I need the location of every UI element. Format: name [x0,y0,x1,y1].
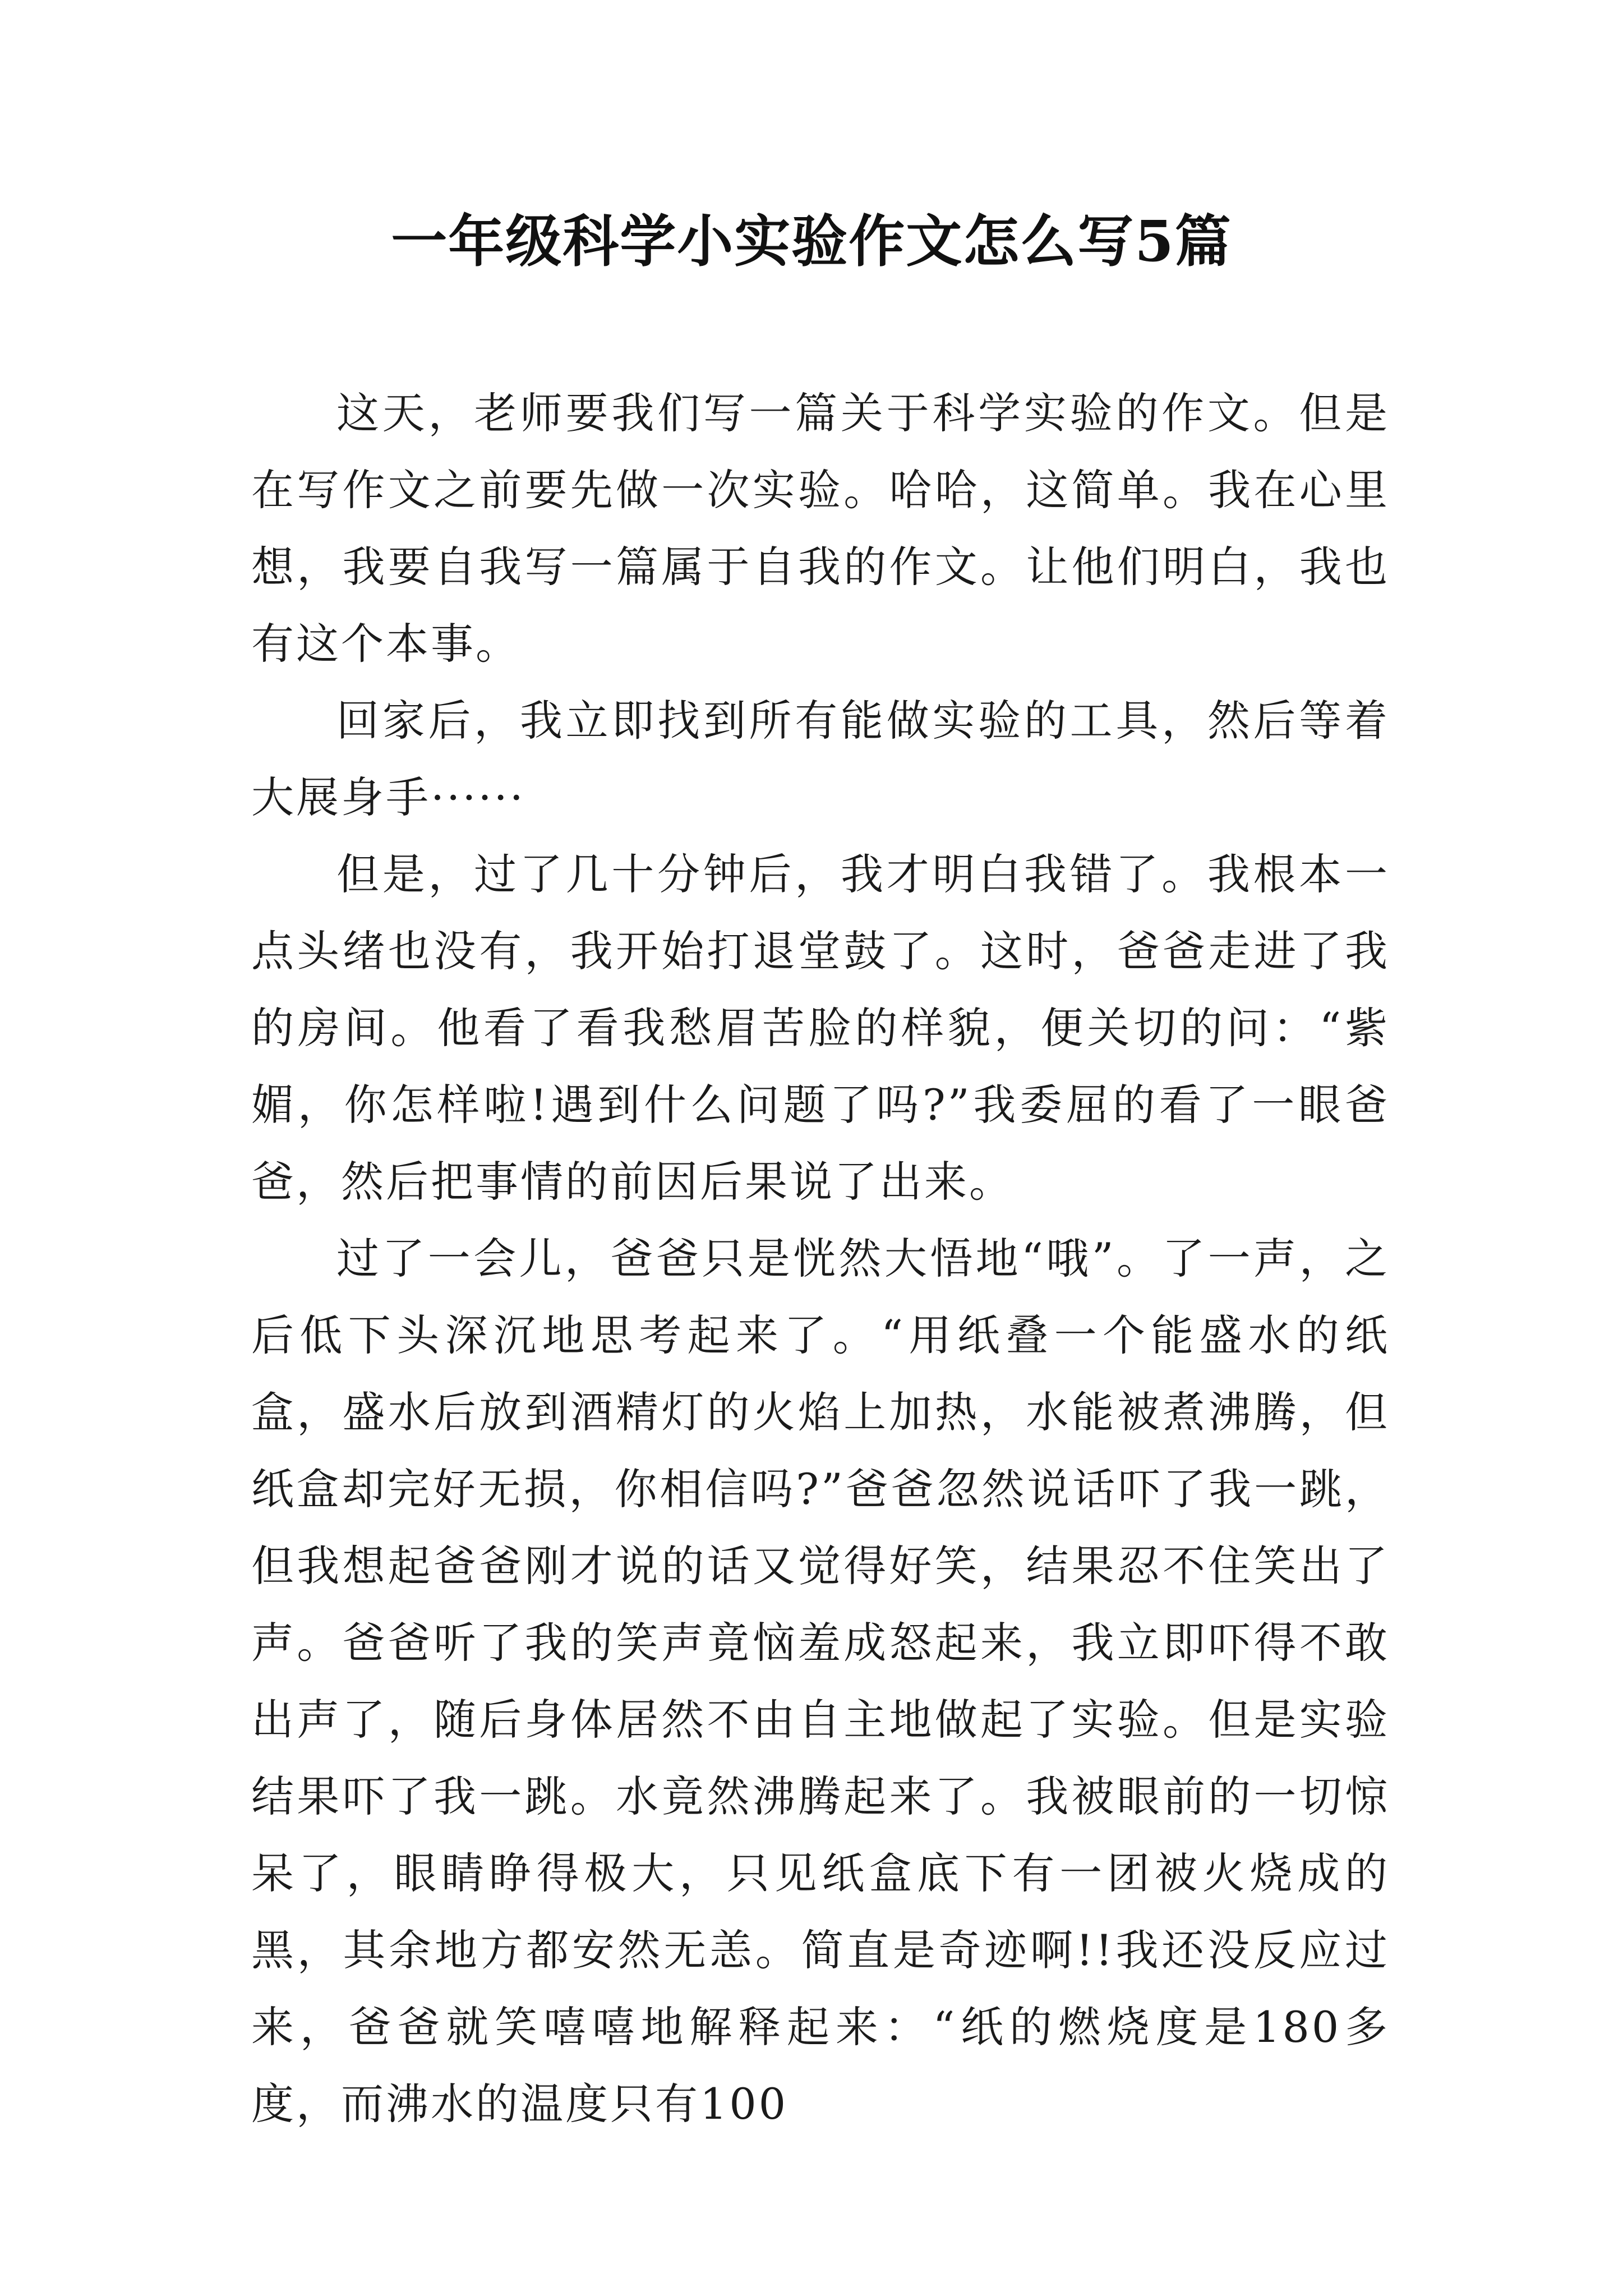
paragraph-3: 但是，过了几十分钟后，我才明白我错了。我根本一点头绪也没有，我开始打退堂鼓了。这时，爸爸走进了我的房间。他看了看我愁眉苦脸的样貌，便关切的问：“紫媚，你怎样啦!遇到什么问题了吗?”我委屈的看了一眼爸爸，然后把事情的前因后果说了出来。 [251,849,1390,1207]
paragraph-1: 这天，老师要我们写一篇关于科学实验的作文。但是在写作文之前要先做一次实验。哈哈，这简单。我在心里想，我要自我写一篇属于自我的作文。让他们明白，我也有这个本事。 [251,388,1390,669]
document-title: 一年级科学小实验作文怎么写5篇 [391,208,1232,274]
document-body [251,375,1390,2142]
paragraph-2: 回家后，我立即找到所有能做实验的工具，然后等着大展身手······ [251,696,1390,822]
paragraph-4: 过了一会儿，爸爸只是恍然大悟地“哦”。了一声，之后低下头深沉地思考起来了。“用纸叠一个能盛水的纸盒，盛水后放到酒精灯的火焰上加热，水能被煮沸腾，但纸盒却完好无损，你相信吗?”爸爸忽然说话吓了我一跳，但我想起爸爸刚才说的话又觉得好笑，结果忍不住笑出了声。爸爸听了我的笑声竟恼羞成怒起来，我立即吓得不敢出声了，随后身体居然不由自主地做起了实验。但是实验结果吓了我一跳。水竟然沸腾起来了。我被眼前的一切惊呆了，眼睛睁得极大，只见纸盒底下有一团被火烧成的黑，其余地方都安然无恙。简直是奇迹啊!!我还没反应过来，爸爸就笑嘻嘻地解释起来：“纸的燃烧度是180多度，而沸水的温度只有100 [251,1234,1390,2129]
